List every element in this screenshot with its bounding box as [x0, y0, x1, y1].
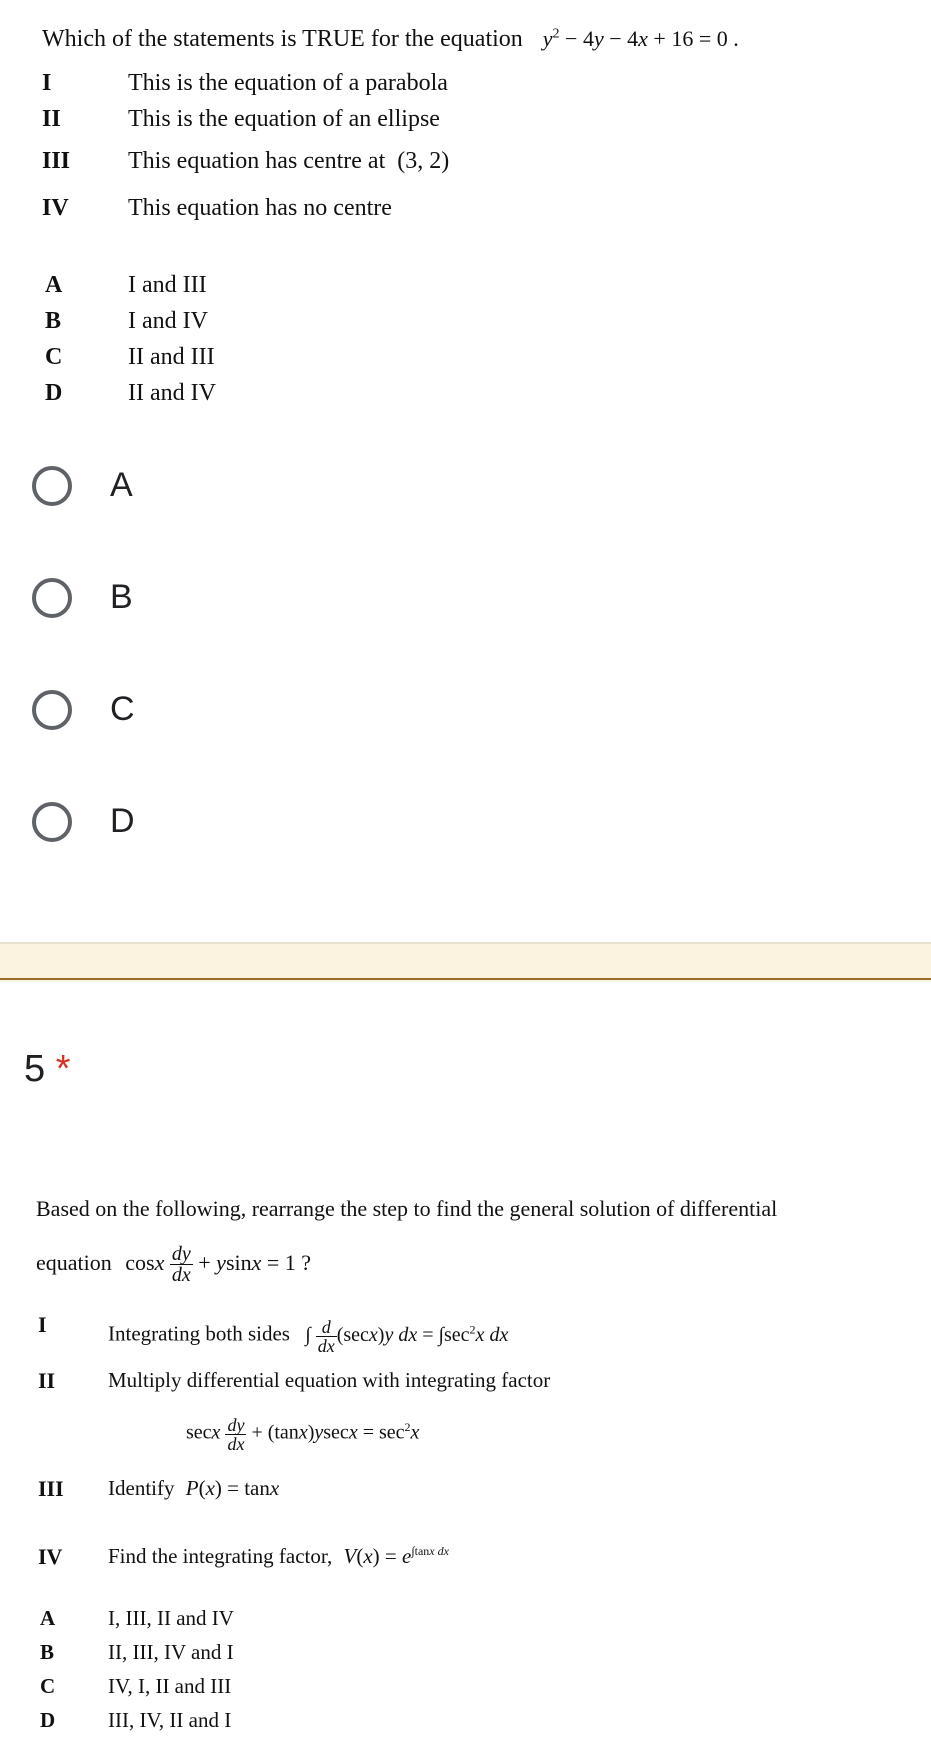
q5-diff-equation: cosx $\frac{dy}{dx}$ + ysinx = 1 ? — [125, 1243, 312, 1287]
q4-choice-text: I and IV — [128, 308, 208, 334]
q4-choice-letter: A — [45, 272, 63, 298]
q4-choice-letter: B — [45, 308, 62, 334]
radio-label[interactable]: D — [110, 802, 135, 840]
q5-step-4-math: $V(x) = e^{\int tanx dx}$ — [343, 1544, 449, 1568]
radio-label[interactable]: C — [110, 690, 135, 728]
q5-step-num: I — [38, 1312, 47, 1337]
radio-circle-icon[interactable] — [32, 690, 72, 730]
q5-step-num: IV — [38, 1544, 63, 1569]
radio-circle-icon[interactable] — [32, 466, 72, 506]
q4-choice-text: II and IV — [128, 380, 216, 406]
section-divider — [0, 942, 931, 982]
q5-step-1-text: Integrating both sides — [108, 1321, 290, 1346]
q4-statement-num: I — [42, 70, 52, 96]
q5-prompt-line1: Based on the following, rearrange the step to find the general solution of differential — [36, 1196, 778, 1221]
q4-statement-text — [128, 148, 449, 175]
q5-step-2-math: secx $\frac{dy}{dx}$ + $(\tan x)ysecx = \sec^2x$ — [186, 1414, 420, 1454]
q5-title — [24, 1048, 71, 1091]
q4-statement-num: III — [42, 148, 71, 174]
q5-choice-letter: D — [40, 1708, 56, 1732]
radio-option-a[interactable] — [0, 440, 931, 530]
q5-step-num: II — [38, 1368, 56, 1393]
section-divider-line — [0, 978, 931, 980]
q4-equation: $y^2 - 4y - 4x + 16 = 0$ . — [542, 26, 739, 51]
q4-statement-text: This is the equation of a parabola — [128, 70, 448, 96]
q5-choice-text: I, III, II and IV — [108, 1606, 234, 1630]
q5-choice-letter: C — [40, 1674, 56, 1698]
q5-step-text — [108, 1302, 508, 1356]
q4-statement-num: II — [42, 106, 61, 132]
q5-choice-text: III, IV, II and I — [108, 1708, 232, 1732]
q5-step-text — [108, 1476, 279, 1501]
q4-choice-text: I and III — [128, 272, 207, 298]
q4-choice-text: II and III — [128, 344, 215, 370]
q4-choice-letter: D — [45, 380, 63, 406]
q5-choice-letter: A — [40, 1606, 56, 1630]
radio-option-d[interactable] — [0, 776, 931, 866]
q4-prompt — [42, 26, 739, 53]
radio-option-b[interactable] — [0, 552, 931, 642]
q4-prompt-text: Which of the statements is TRUE for the equation — [42, 26, 523, 52]
q5-step-3-text: Identify — [108, 1476, 175, 1500]
q4-statement-text: This equation has no centre — [128, 195, 392, 221]
q5-prompt-line2 — [36, 1232, 311, 1294]
radio-circle-icon[interactable] — [32, 578, 72, 618]
radio-option-c[interactable] — [0, 664, 931, 754]
q5-number: 5 — [24, 1048, 46, 1090]
radio-label[interactable]: B — [110, 578, 133, 616]
q5-step-num: III — [38, 1476, 64, 1501]
q4-choice-letter: C — [45, 344, 63, 370]
radio-circle-icon[interactable] — [32, 802, 72, 842]
q5-step-text — [108, 1544, 449, 1569]
q4-statement-num: IV — [42, 195, 69, 221]
q5-step-3-math: P(x) = tanx — [185, 1476, 280, 1500]
q5-step-1-math: ∫ $\frac{d}{dx}$ (secx)y dx = $\int\sec^2x$ dx — [305, 1316, 509, 1356]
q4-statement-text: This is the equation of an ellipse — [128, 106, 440, 132]
q5-prompt-line2-text: equation — [36, 1250, 112, 1275]
q5-step-text: Multiply differential equation with integrating factor — [108, 1368, 551, 1392]
q4-statement-3-text: This equation has centre at — [128, 148, 386, 174]
q4-centre-value: (3, 2) — [397, 148, 450, 174]
q5-choice-text: II, III, IV and I — [108, 1640, 234, 1664]
q5-choice-letter: B — [40, 1640, 55, 1664]
required-asterisk: * — [55, 1048, 71, 1090]
q5-step-4-text: Find the integrating factor, — [108, 1544, 333, 1568]
radio-label[interactable]: A — [110, 466, 133, 504]
q5-choice-text: IV, I, II and III — [108, 1674, 232, 1698]
